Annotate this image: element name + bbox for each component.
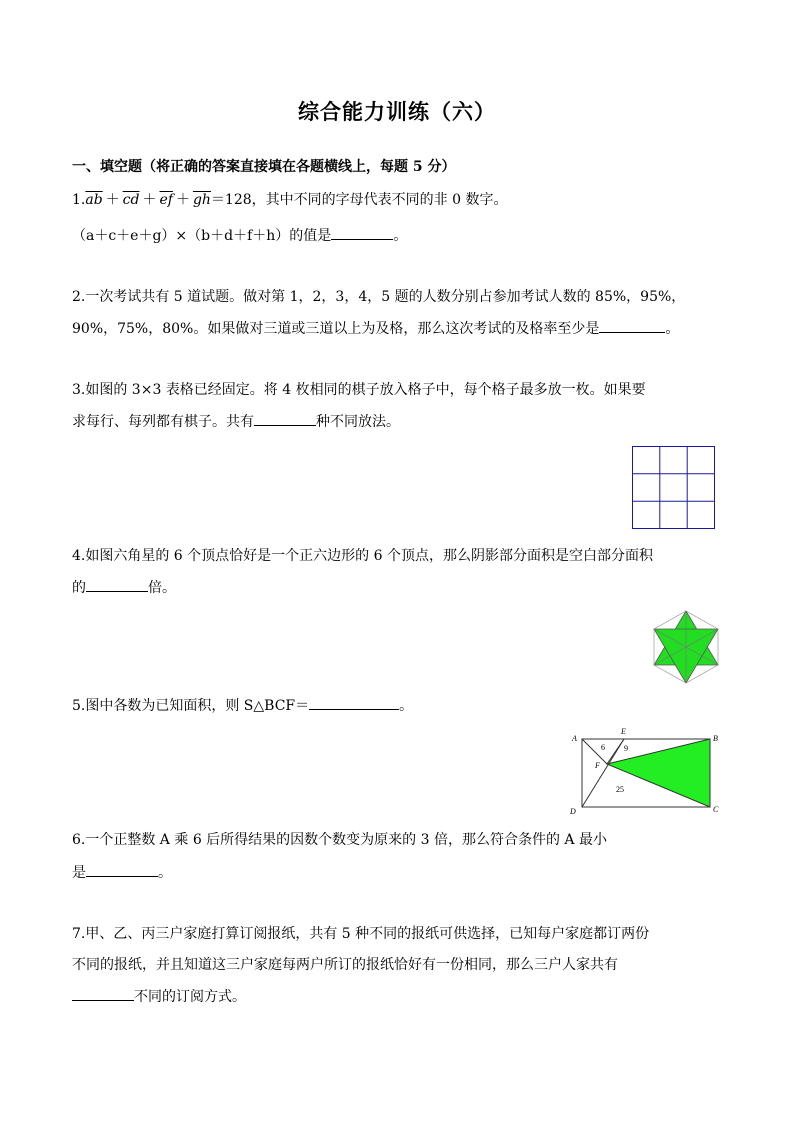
question-1-line-2: [72, 225, 407, 246]
question-7-end: 不同的订阅方式。: [134, 989, 246, 1005]
area-label-9: 9: [624, 744, 628, 753]
plus-sign: ＋: [142, 192, 157, 208]
question-2-text-2: 90%，75%，80%。如果做对三道或三道以上为及格，那么这次考试的及格率至少是: [72, 321, 600, 337]
question-1-text: ＝128，其中不同的字母代表不同的非 0 数字。: [210, 192, 508, 208]
label-a: A: [572, 734, 577, 743]
term-ab: $\overline{ab}$: [85, 192, 103, 208]
answer-blank-4[interactable]: [86, 577, 148, 592]
question-1-line-1: [72, 190, 507, 210]
label-e: E: [621, 727, 626, 736]
grid-lines: [633, 447, 715, 529]
hexagram-figure: [652, 610, 720, 684]
question-4-text-2: 的: [72, 580, 86, 596]
question-3-end: 种不同放法。: [316, 414, 400, 430]
question-3-line-2: [72, 411, 400, 432]
question-5-text: 5.图中各数为已知面积，则 S△BCF＝: [72, 698, 310, 714]
question-1-text-2: （a＋c＋e＋g）×（b＋d＋f＋h）的值是: [72, 228, 332, 244]
question-1-number: 1.: [72, 192, 86, 208]
question-2-line-2: [72, 318, 679, 339]
label-d: D: [570, 807, 576, 816]
area-label-6: 6: [601, 743, 605, 752]
term-ef: $\overline{ef}$: [159, 192, 173, 208]
plus-sign: ＋: [175, 192, 190, 208]
term-cd: $\overline{cd}$: [122, 192, 140, 208]
area-label-25: 25: [616, 785, 624, 794]
question-5-end: 。: [399, 698, 414, 714]
grid-3x3-figure: [632, 446, 716, 530]
question-4-line-2: [72, 577, 176, 598]
question-6-line-1: 6.一个正整数 A 乘 6 后所得结果的因数个数变为原来的 3 倍，那么符合条件的 A 最小: [72, 832, 607, 848]
question-6-line-2: [72, 862, 172, 883]
question-7-line-2: 不同的报纸，并且知道这三户家庭每两户所订的报纸恰好有一份相同，那么三户人家共有: [72, 957, 618, 973]
answer-blank-2[interactable]: [599, 318, 665, 333]
label-b: B: [713, 734, 718, 743]
shaded-triangle-bcf: [607, 739, 710, 807]
answer-blank-5[interactable]: [309, 695, 399, 710]
page-title: 综合能力训练（六）: [298, 99, 496, 124]
question-6-end: 。: [158, 865, 172, 881]
question-4-end: 倍。: [148, 580, 176, 596]
section-heading: 一、填空题（将正确的答案直接填在各题横线上，每题 5 分）: [72, 159, 456, 175]
label-c: C: [713, 805, 719, 814]
plus-sign: ＋: [105, 192, 120, 208]
question-6-text-2: 是: [72, 865, 86, 881]
question-5-line-1: [72, 695, 413, 716]
question-7-line-1: 7.甲、乙、丙三户家庭打算订阅报纸，共有 5 种不同的报纸可供选择，已知每户家庭都订两份: [72, 926, 650, 942]
question-3-line-1: 3.如图的 3×3 表格已经固定。将 4 枚相同的棋子放入格子中，每个格子最多放一枚。如果要: [72, 382, 646, 398]
question-3-text-2: 求每行、每列都有棋子。共有: [72, 414, 254, 430]
term-gh: $\overline{gh}$: [192, 192, 211, 208]
rectangle-figure: [566, 726, 726, 818]
answer-blank-6[interactable]: [86, 862, 158, 877]
answer-blank-3[interactable]: [254, 411, 316, 426]
question-7-line-3: [72, 986, 246, 1007]
question-2-end: 。: [665, 321, 680, 337]
question-2-line-1: 2.一次考试共有 5 道试题。做对第 1，2，3，4，5 题的人数分别占参加考试人数的 85%，95%，: [72, 289, 686, 305]
question-4-line-1: 4.如图六角星的 6 个顶点恰好是一个正六边形的 6 个顶点，那么阴影部分面积是空白部分面积: [72, 548, 653, 564]
answer-blank-1[interactable]: [331, 225, 393, 240]
label-f: F: [595, 761, 600, 770]
question-1-end: 。: [393, 228, 408, 244]
answer-blank-7[interactable]: [72, 986, 134, 1001]
